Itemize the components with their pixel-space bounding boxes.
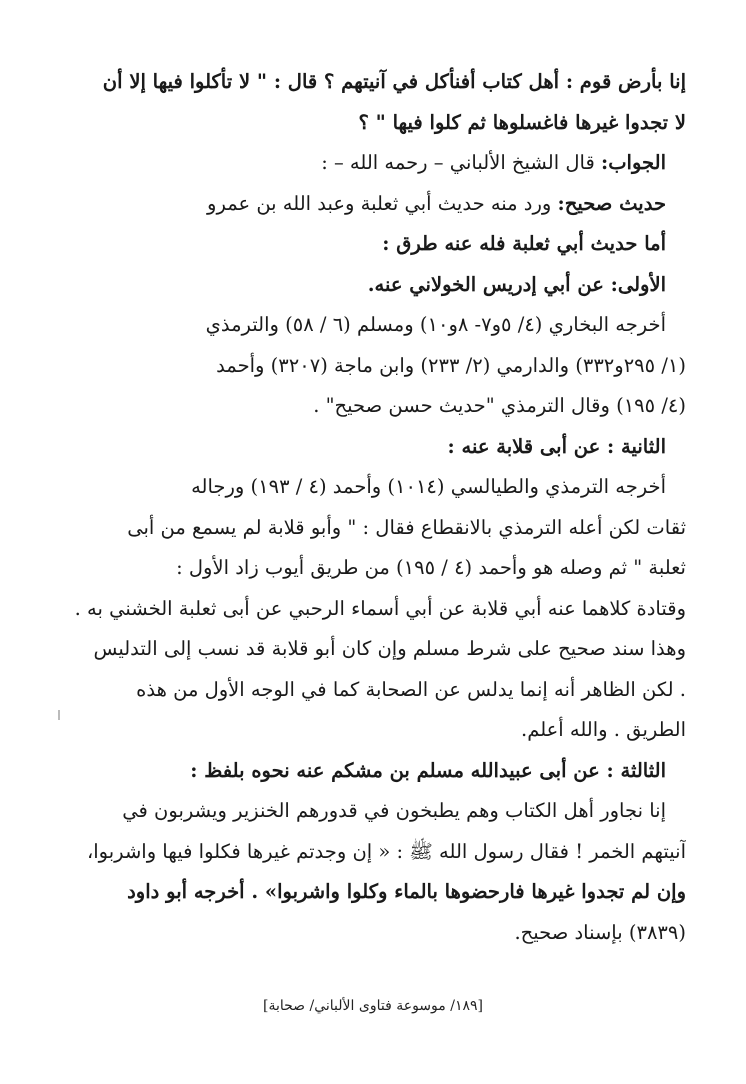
first-path-heading: الأولى: عن أبي إدريس الخولاني عنه. bbox=[367, 272, 666, 296]
third-path-line: (٣٨٣٩) بإسناد صحيح. bbox=[514, 920, 686, 944]
hadith-status bbox=[58, 184, 686, 225]
third-path-line: إنا نجاور أهل الكتاب وهم يطبخون في قدورهم الخنزير ويشربون في bbox=[122, 799, 666, 822]
second-path-heading: الثانية : عن أبى قلابة عنه : bbox=[447, 434, 666, 458]
margin-mark bbox=[58, 710, 60, 720]
question-line-2: لا تجدوا غيرها فاغسلوها ثم كلوا فيها " ؟ bbox=[358, 110, 686, 134]
third-path-line: وإن لم تجدوا غيرها فارحضوها بالماء وكلوا واشربوا» . أخرجه أبو داود bbox=[127, 880, 686, 903]
second-path-line: ثقات لكن أعله الترمذي بالانقطاع فقال : " وأبو قلابة لم يسمع من أبى bbox=[127, 515, 686, 539]
hadith-label: حديث صحيح: bbox=[557, 191, 666, 215]
first-path-line: أخرجه البخاري (٤/ ٥و٧- ٨و١٠) ومسلم (٦ / ٥٨) والترمذي bbox=[205, 313, 666, 336]
third-path-heading: الثالثة : عن أبى عبيدالله مسلم بن مشكم عنه نحوه بلفظ : bbox=[190, 758, 666, 782]
second-path-line: ثعلبة " ثم وصله هو وأحمد (٤ / ١٩٥) من طريق أيوب زاد الأول : bbox=[176, 556, 686, 579]
answer-intro-text: قال الشيخ الألباني – رحمه الله – : bbox=[321, 151, 601, 174]
second-path-line: وهذا سند صحيح على شرط مسلم وإن كان أبو قلابة قد نسب إلى التدليس bbox=[93, 637, 686, 660]
page-body bbox=[58, 62, 686, 953]
second-path-line: . لكن الظاهر أنه إنما يدلس عن الصحابة كما في الوجه الأول من هذه bbox=[136, 677, 686, 701]
first-path-line: (٤/ ١٩٥) وقال الترمذي "حديث حسن صحيح" . bbox=[313, 394, 686, 417]
paths-heading: أما حديث أبي ثعلبة فله عنه طرق : bbox=[382, 232, 666, 255]
question-line-1: إنا بأرض قوم : أهل كتاب أفنأكل في آنيتهم ؟ قال : " لا تأكلوا فيها إلا أن bbox=[102, 70, 686, 93]
second-path-line: الطريق . والله أعلم. bbox=[521, 718, 686, 741]
answer-intro bbox=[58, 143, 686, 184]
third-path-line: آنيتهم الخمر ! فقال رسول الله ﷺ : « إن وجدتم غيرها فكلوا فيها واشربوا، bbox=[86, 839, 686, 863]
second-path-line: وقتادة كلاهما عنه أبي قلابة عن أبي أسماء الرحبي عن أبى ثعلبة الخشني به . bbox=[74, 596, 686, 620]
answer-label: الجواب: bbox=[601, 151, 666, 174]
hadith-text: ورد منه حديث أبي ثعلبة وعبد الله بن عمرو bbox=[207, 191, 558, 215]
second-path-line: أخرجه الترمذي والطيالسي (١٠١٤) وأحمد (٤ / ١٩٣) ورجاله bbox=[191, 475, 666, 498]
page-footer: [١٨٩/ موسوعة فتاوى الألباني/ صحابة] bbox=[263, 998, 483, 1014]
first-path-line: (١/ ٢٩٥و٣٣٢) والدارمي (٢/ ٢٣٣) وابن ماجة (٣٢٠٧) وأحمد bbox=[216, 353, 686, 377]
